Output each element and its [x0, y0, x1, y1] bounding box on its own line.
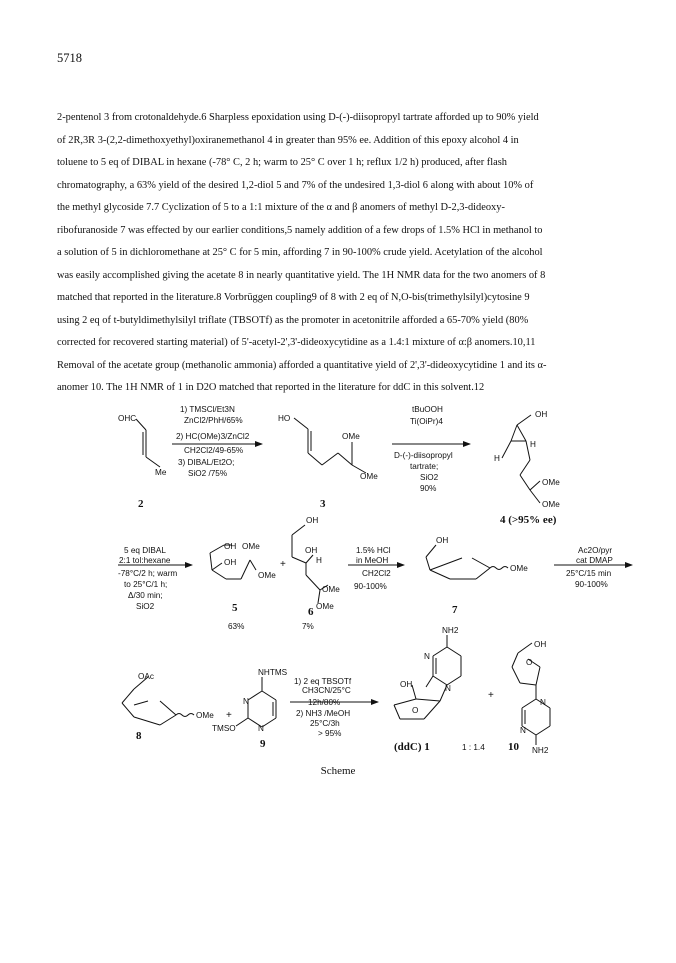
compound-9-structure	[236, 677, 276, 727]
reagent-line: 2:1 tol:hexane	[119, 556, 171, 565]
reagent-line: Ac2O/pyr	[578, 546, 613, 555]
compound-2-structure	[136, 419, 160, 467]
compound-9-tmso: TMSO	[212, 724, 236, 733]
compound-6-oh: OH	[305, 546, 318, 555]
compound-6-ome: OMe	[322, 585, 340, 594]
scheme-caption: Scheme	[320, 765, 356, 777]
plus-sign: +	[226, 710, 232, 721]
compound-10-oh: OH	[534, 640, 547, 649]
compound-5-oh: OH	[224, 542, 237, 551]
compound-4-ome: OMe	[542, 478, 560, 487]
compound-6-h: H	[316, 556, 322, 565]
compound-3-label: 3	[320, 498, 326, 510]
compound-4-structure	[502, 415, 540, 503]
reagent-line: 90%	[420, 484, 437, 493]
compound-1-nh2: NH2	[442, 626, 459, 635]
compound-9-nhtms: NHTMS	[258, 668, 288, 677]
reagent-line: 2) NH3 /MeOH	[296, 709, 351, 718]
reagent-line: D-(-)-diisopropyl	[394, 451, 453, 460]
compound-6-label: 6	[308, 606, 314, 618]
reagent-line: tartrate;	[410, 462, 439, 471]
plus-sign: +	[280, 559, 286, 570]
body-text	[57, 107, 623, 400]
reagent-line: 90-100%	[575, 580, 608, 589]
compound-10-o: O	[526, 658, 533, 667]
compound-5-ome: OMe	[242, 542, 260, 551]
body-line: anomer 10. The 1H NMR of 1 in D2O matched that reported in the literature for ddC in this solvent.12	[57, 382, 485, 393]
compound-5-yield: 63%	[228, 622, 245, 631]
compound-9-label: 9	[260, 738, 266, 750]
compound-7-oh: OH	[436, 536, 449, 545]
reagent-line: 90-100%	[354, 582, 387, 591]
compound-2-me: Me	[155, 468, 167, 477]
reagent-line: 3) DIBAL/Et2O;	[178, 458, 235, 467]
compound-5-ome: OMe	[258, 571, 276, 580]
body-line: ribofuranoside 7 was effected by our earlier conditions,5 namely addition of a few drops of 1.5% HCl in methanol to	[57, 224, 543, 236]
compound-4-h: H	[494, 454, 500, 463]
compound-3-ome: OMe	[360, 472, 378, 481]
reagent-line: 5 eq DIBAL	[124, 546, 166, 555]
compound-9-n: N	[243, 697, 249, 706]
page-number: 5718	[57, 51, 82, 65]
reagent-line: Ti(OiPr)4	[410, 417, 443, 426]
reagent-line: tBuOOH	[412, 405, 443, 414]
compound-5-oh: OH	[224, 558, 237, 567]
compound-3-structure	[294, 418, 366, 473]
reagent-line: 1.5% HCl	[356, 546, 391, 555]
body-line: corrected for recovered starting material) of 5'-acetyl-2',3'-dideoxycytidine as a 1.4:1 mixture of α:β anomers.10,11	[57, 337, 536, 348]
body-line: Removal of the acetate group (methanolic ammonia) afforded a quantitative yield of 2',3'-dideoxycytidine 1 and its α-	[57, 359, 547, 371]
reagent-line: SiO2	[420, 473, 439, 482]
body-line: using 2 eq of t-butyldimethylsilyl triflate (TBSOTf) as the promoter in acetonitrile afforded a 65-70% yield (80%	[57, 314, 529, 326]
body-line: a solution of 5 in dichloromethane at 25° C for 5 min, affording 7 in 90-100% crude yield. Acetylation of the alcohol	[57, 247, 543, 258]
reagent-line: SiO2 /75%	[188, 469, 228, 478]
compound-7-structure	[426, 545, 508, 579]
compound-10-nh2: NH2	[532, 746, 549, 755]
compound-1-o: O	[412, 706, 419, 715]
scheme-drawing	[0, 395, 676, 785]
compound-1-oh: OH	[400, 680, 413, 689]
body-line: the methyl glycoside 7.7 Cyclization of 5 to a 1:1 mixture of the α and β anomers of methyl D-2,3-dideoxy-	[57, 202, 505, 213]
compound-5-label: 5	[232, 602, 238, 614]
compound-10-n: N	[520, 726, 526, 735]
compound-8-oac: OAc	[138, 672, 154, 681]
reagent-line: 1) TMSCl/Et3N	[180, 405, 235, 414]
compound-8-ome: OMe	[196, 711, 214, 720]
reagent-line: in MeOH	[356, 556, 389, 565]
compound-4-oh: OH	[535, 410, 548, 419]
compound-6-oh: OH	[306, 516, 319, 525]
compound-1-label: (ddC) 1	[394, 741, 430, 753]
compound-1-structure	[394, 635, 461, 719]
reagent-line: > 95%	[318, 729, 342, 738]
body-line: was easily accomplished giving the acetate 8 in nearly quantitative yield. The 1H NMR data for the two anomers of 8	[57, 269, 546, 281]
reaction-scheme	[0, 395, 676, 785]
compound-6-yield: 7%	[302, 622, 314, 631]
compound-2-label: 2	[138, 498, 144, 510]
compound-10-n: N	[540, 698, 546, 707]
body-line: toluene to 5 eq of DIBAL in hexane (-78° C, 2 h; warm to 25° C over 1 h; reflux 1/2 h) produced, after flash	[57, 157, 507, 168]
compound-7-label: 7	[452, 604, 458, 616]
compound-2-ohc: OHC	[118, 414, 137, 423]
compound-8-label: 8	[136, 730, 142, 742]
reagent-line: CH2Cl2	[362, 569, 391, 578]
body-line: matched that reported in the literature.8 Vorbrüggen coupling9 of 8 with 2 eq of N,O-bis(trimethylsilyl)cytosine 9	[57, 292, 530, 303]
compound-4-label: 4 (>95% ee)	[500, 514, 557, 526]
reagent-line: 25°C/3h	[310, 719, 340, 728]
reagent-line: 25°C/15 min	[566, 569, 612, 578]
compound-3-ome: OMe	[342, 432, 360, 441]
reagent-line: CH3CN/25°C	[302, 686, 351, 695]
reagent-line: 1) 2 eq TBSOTf	[294, 677, 352, 686]
compound-10-label: 10	[508, 741, 519, 753]
reagent-line: to 25°C/1 h;	[124, 580, 168, 589]
plus-sign: +	[488, 690, 494, 701]
reagent-line: cat DMAP	[576, 556, 613, 565]
reagent-line: 12h/80%	[308, 698, 341, 707]
reagent-line: 2) HC(OMe)3/ZnCl2	[176, 432, 250, 441]
reagent-line: -78°C/2 h; warm	[118, 569, 178, 578]
compound-3-ho: HO	[278, 414, 291, 423]
reagent-line: Δ/30 min;	[128, 591, 163, 600]
compound-4-h: H	[530, 440, 536, 449]
compound-7-ome: OMe	[510, 564, 528, 573]
reagent-line: CH2Cl2/49-65%	[184, 446, 244, 455]
compound-8-structure	[122, 677, 194, 725]
reagent-line: SiO2	[136, 602, 155, 611]
compound-4-ome: OMe	[542, 500, 560, 509]
compound-1-n: N	[424, 652, 430, 661]
compound-6-ome: OMe	[316, 602, 334, 611]
body-line: of 2R,3R 3-(2,2-dimethoxyethyl)oxiranemethanol 4 in greater than 95% ee. Addition of this epoxy alcohol 4 in	[57, 134, 519, 146]
reagent-line: ZnCl2/PhH/65%	[184, 416, 243, 425]
compound-9-n: N	[258, 724, 264, 733]
body-line: 2-pentenol 3 from crotonaldehyde.6 Sharpless epoxidation using D-(-)-diisopropyl tartrate afforded up to 90% yield	[57, 112, 539, 123]
compound-1-n: N	[445, 684, 451, 693]
body-line: chromatography, a 63% yield of the desired 1,2-diol 5 and 7% of the undesired 1,3-diol 6 along with about 10% of	[57, 179, 534, 191]
anomer-ratio: 1 : 1.4	[462, 743, 485, 752]
